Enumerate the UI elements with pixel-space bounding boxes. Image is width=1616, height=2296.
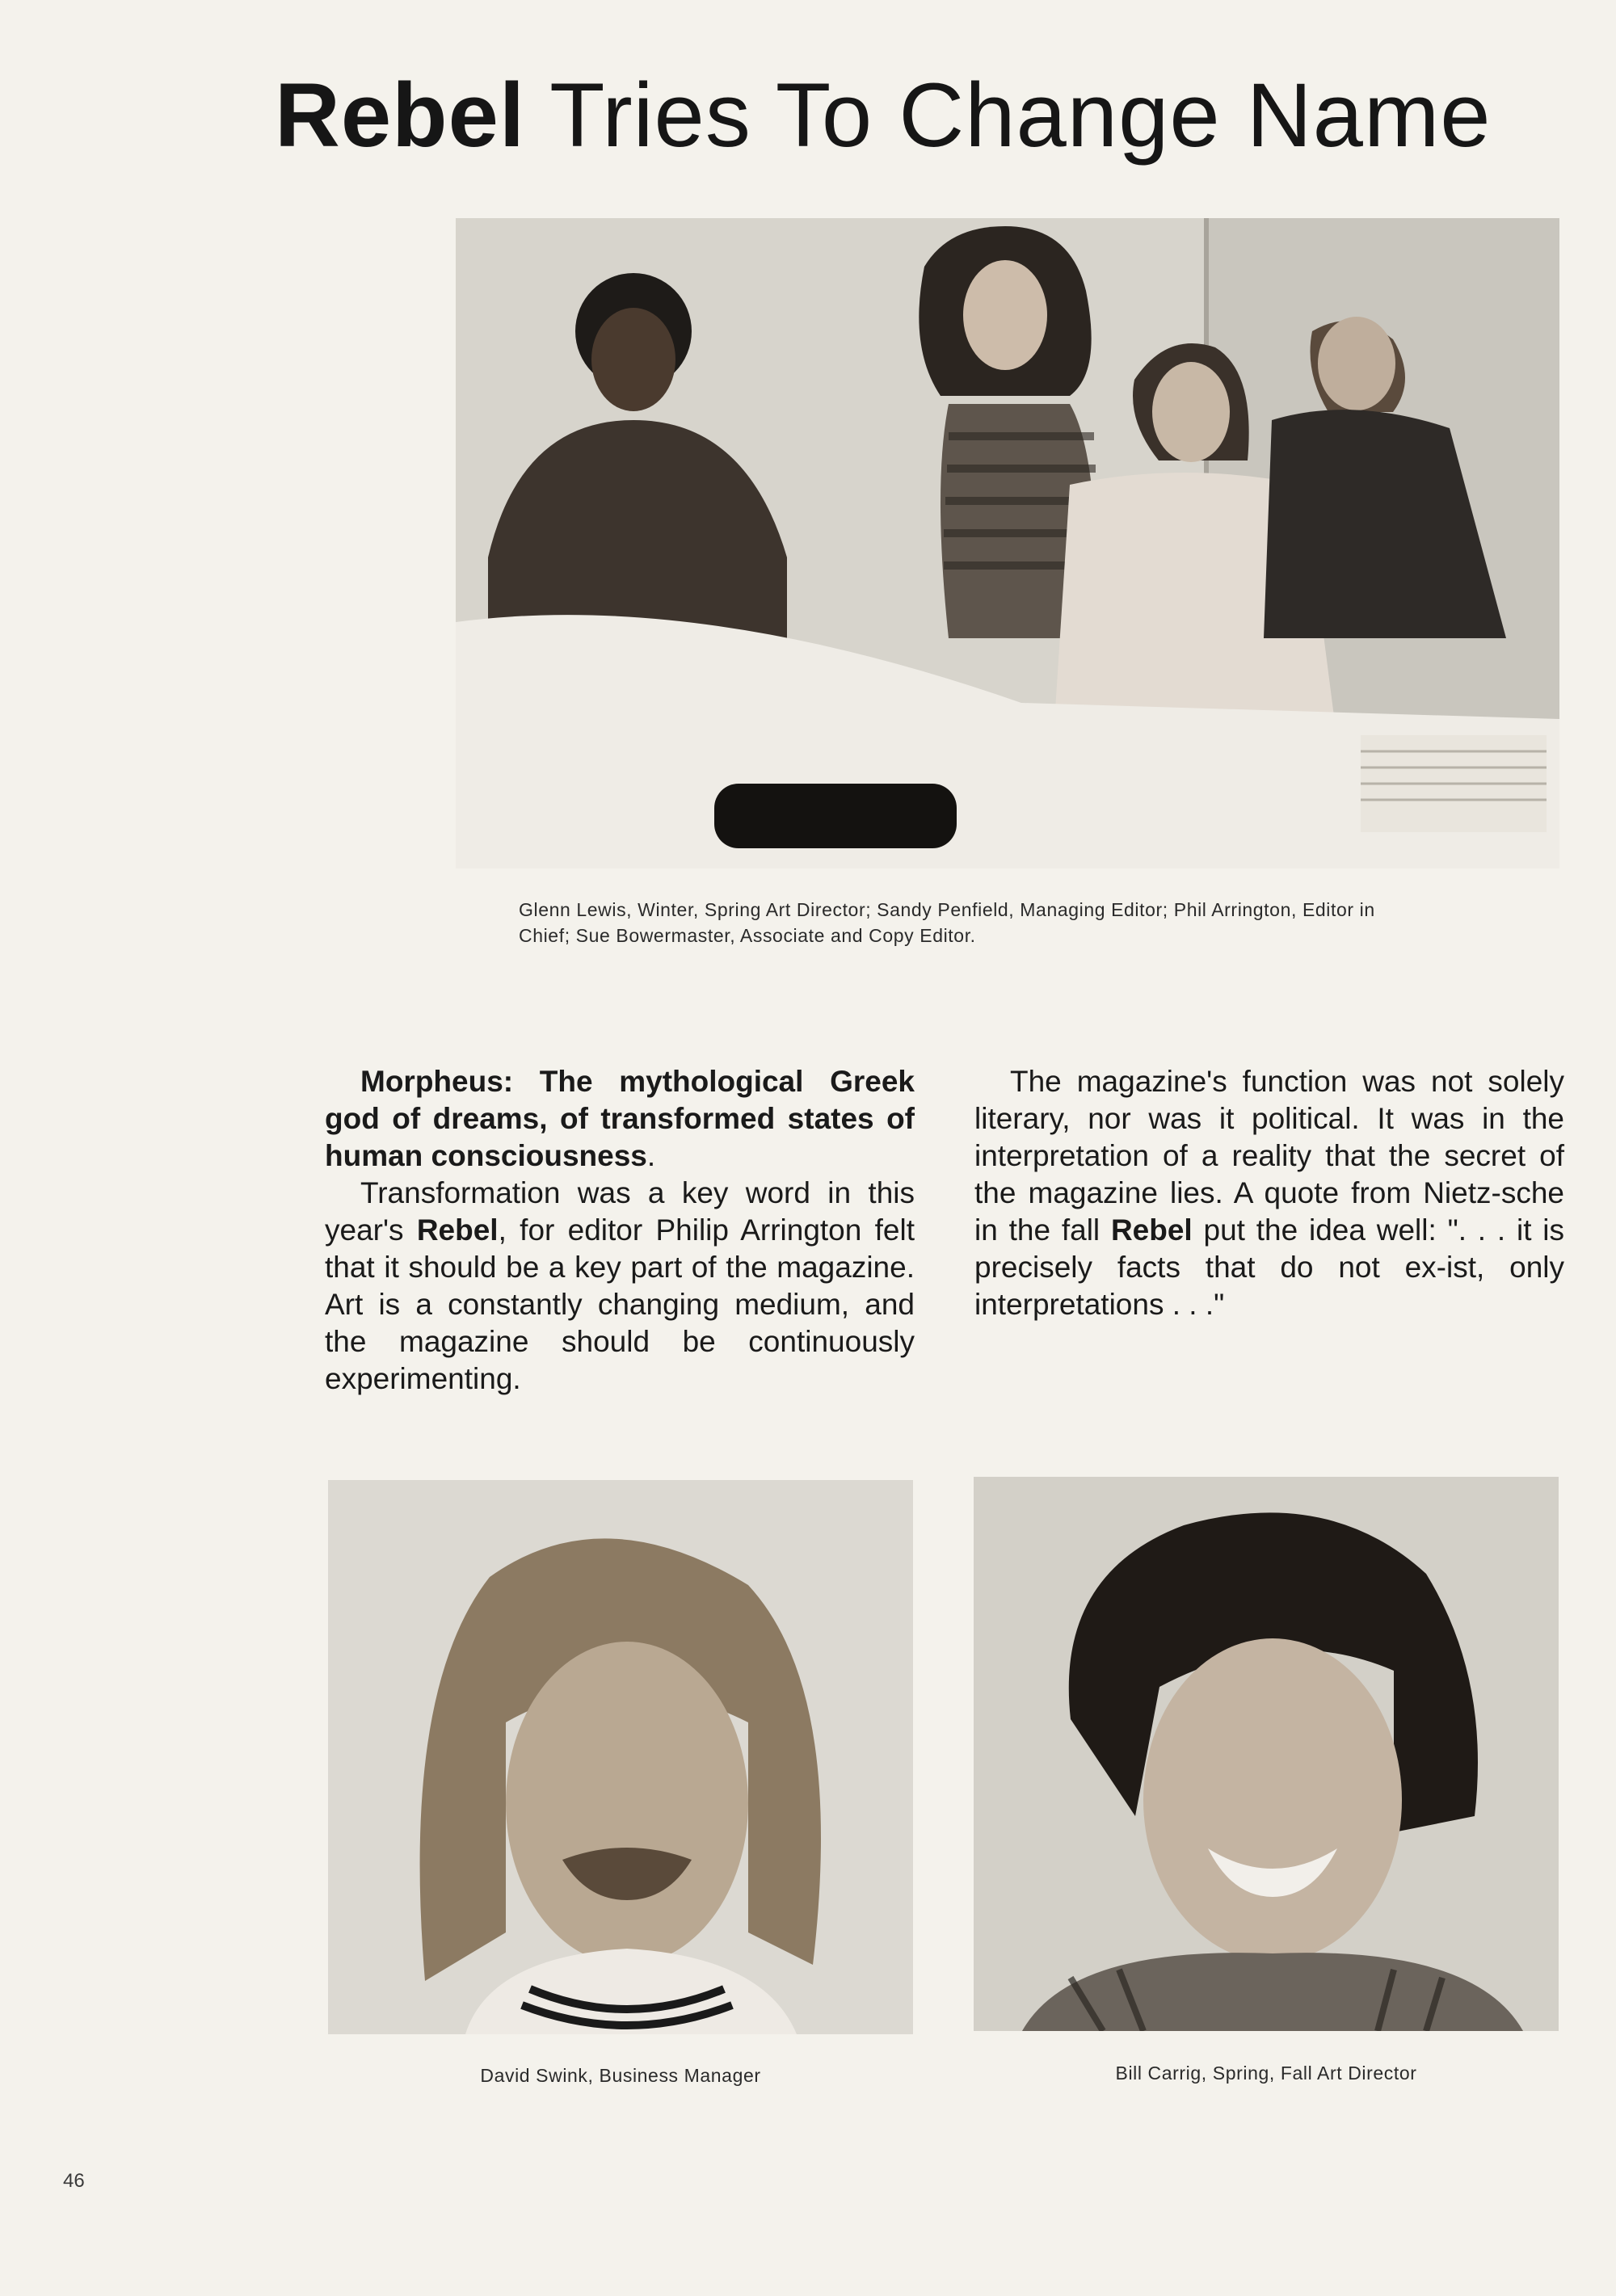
lead-period: . <box>646 1139 656 1172</box>
group-caption-line-1: Glenn Lewis, Winter, Spring Art Director; Sandy Penfield, Managing Editor; Phil Arrington, Editor in <box>519 899 1375 920</box>
group-photo-caption <box>519 897 1569 948</box>
article-column-right <box>974 1063 1564 1323</box>
page-number: 46 <box>63 2170 85 2192</box>
title-rest: Tries To Change Name <box>549 65 1492 166</box>
group-caption-line-2: Chief; Sue Bowermaster, Associate and Copy Editor. <box>519 925 976 946</box>
article-paragraph-3 <box>974 1063 1564 1323</box>
p3-text-b: put the idea well: ". . . it is precisely facts that do not ex-ist, only interpretations . . ." <box>974 1213 1564 1321</box>
portrait-bill-carrig <box>974 1477 1559 2031</box>
p3-text-a: The magazine's function was not solely literary, nor was it political. It was in the interpretation of a reality that the secret of the magazine lies. A quote from Nietz-sche in the fall <box>974 1065 1564 1247</box>
page-title <box>275 63 1492 168</box>
article-column-left <box>325 1063 915 1398</box>
lead-bold: Morpheus: The mythological Greek god of dreams, of transformed states of human consciousness <box>325 1065 915 1172</box>
portrait-caption-1: David Swink, Business Manager <box>480 2065 761 2086</box>
p2-text-b: , for editor Philip Arrington felt that it should be a key part of the magazine. Art is a constantly changing medium, and the magazine should be continuously experimenting. <box>325 1213 915 1395</box>
p3-rebel: Rebel <box>1110 1213 1193 1247</box>
title-rebel: Rebel <box>275 65 525 166</box>
p2-text-a: Transformation was a key word in this year's <box>325 1176 915 1247</box>
p2-rebel: Rebel <box>416 1213 499 1247</box>
staff-group-photo <box>456 218 1559 868</box>
portrait-david-swink <box>328 1480 913 2034</box>
article-paragraph-2 <box>325 1175 915 1398</box>
article-lead <box>325 1063 915 1175</box>
portrait-caption-2: Bill Carrig, Spring, Fall Art Director <box>1115 2063 1417 2084</box>
